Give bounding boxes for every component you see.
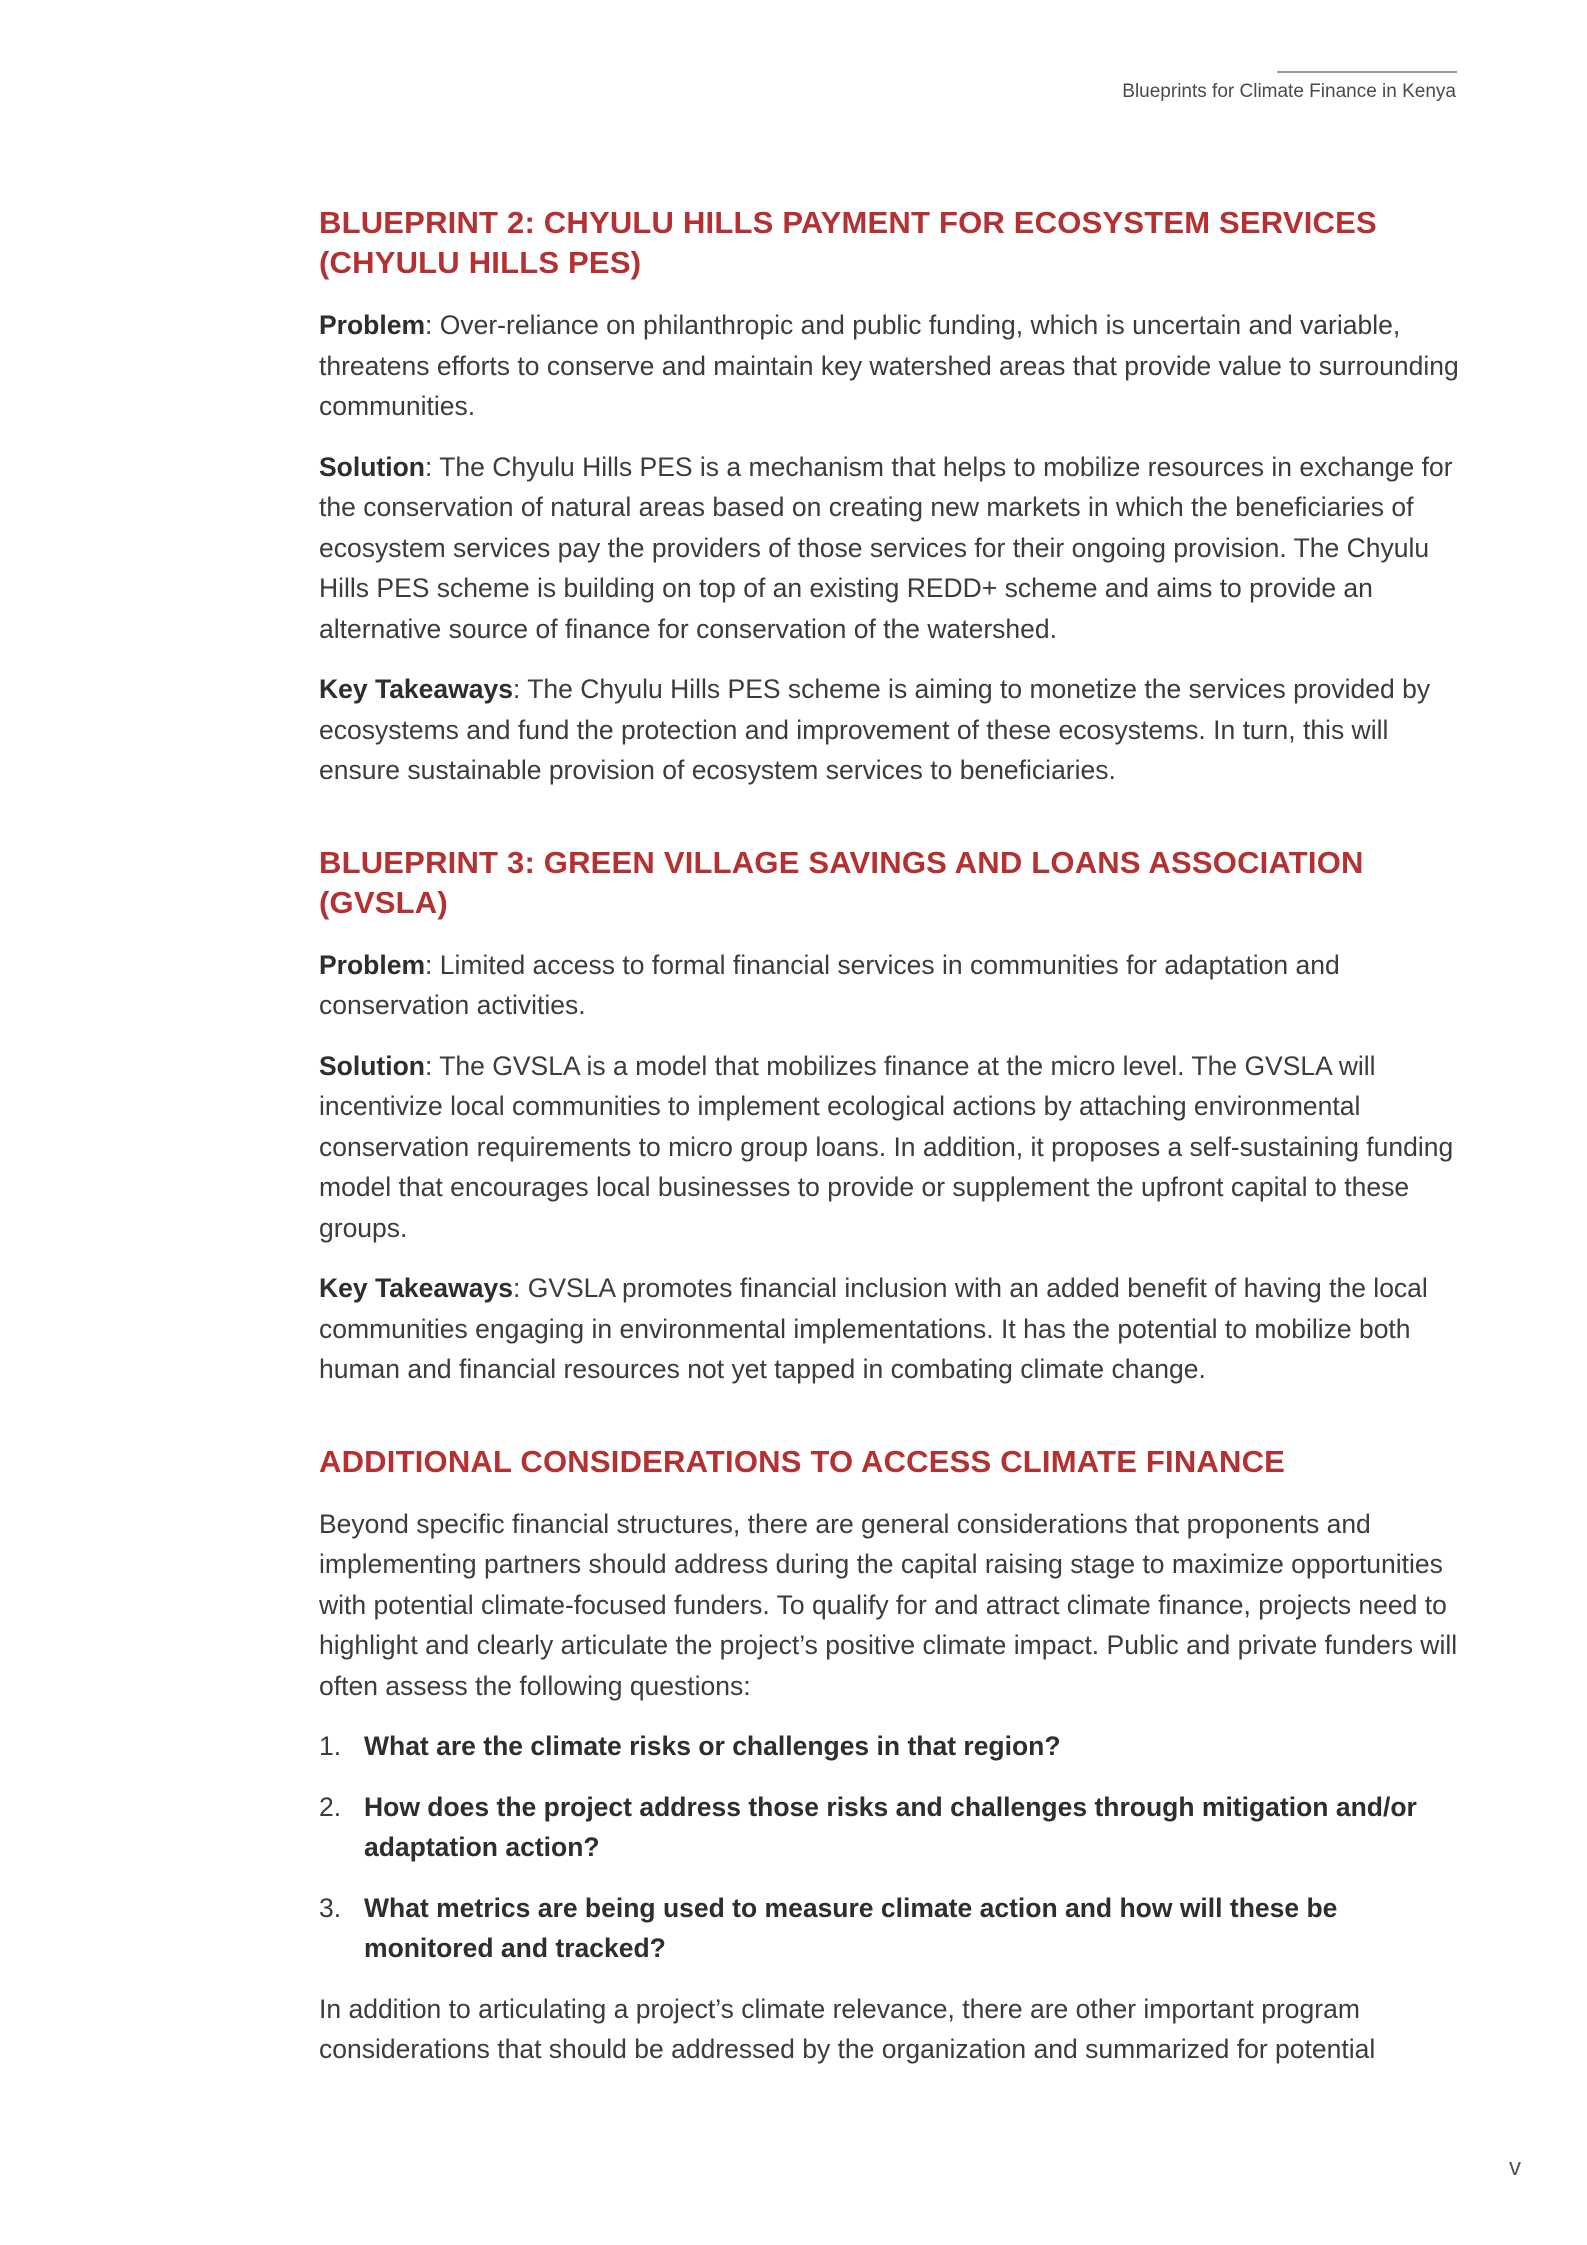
list-number: 2.: [319, 1791, 342, 1822]
paragraph-problem: [319, 945, 1459, 1026]
list-item: [319, 1787, 1459, 1868]
section-additional-considerations: [319, 1442, 1459, 2070]
section-heading: ADDITIONAL CONSIDERATIONS TO ACCESS CLIMATE FINANCE: [319, 1443, 1286, 1479]
section-heading: BLUEPRINT 3: GREEN VILLAGE SAVINGS AND LOANS ASSOCIATION (GVSLA): [319, 844, 1364, 920]
paragraph-text: : The Chyulu Hills PES scheme is aiming to monetize the services provided by ecosystems and fund the protection and improvement of these ecosystems. In turn, this will ensure sustainable provision of ecosystem services to beneficiaries.: [319, 674, 1431, 785]
page-content: [319, 203, 1459, 2122]
list-text: What metrics are being used to measure climate action and how will these be monitored and tracked?: [364, 1892, 1338, 1963]
section-heading: BLUEPRINT 2: CHYULU HILLS PAYMENT FOR ECOSYSTEM SERVICES (CHYULU HILLS PES): [319, 205, 1377, 280]
section-blueprint-2: [319, 203, 1459, 791]
paragraph-key-takeaways: [319, 669, 1459, 791]
paragraph-lead: Problem: [319, 310, 426, 340]
paragraph-lead: Problem: [319, 949, 426, 980]
paragraph-text: : Over-reliance on philanthropic and public funding, which is uncertain and variable, threatens efforts to conserve and maintain key watershed areas that provide value to surrounding communities.: [319, 310, 1459, 421]
paragraph-text: : Limited access to formal financial services in communities for adaptation and conservation activities.: [319, 949, 1340, 1020]
paragraph-lead: Key Takeaways: [319, 1273, 513, 1303]
paragraph-text: : The Chyulu Hills PES is a mechanism that helps to mobilize resources in exchange for the conservation of natural areas based on creating new markets in which the beneficiaries of ecosystem services pay the providers of those services for their ongoing provision. The Chyulu Hills PES scheme is building on top of an existing REDD+ scheme and aims to provide an alternative source of finance for conservation of the watershed.: [319, 451, 1453, 644]
question-list: [319, 1726, 1459, 1969]
section-blueprint-3: [319, 843, 1459, 1390]
list-item: [319, 1888, 1459, 1969]
paragraph-lead: Solution: [319, 1050, 425, 1081]
paragraph-text: : The GVSLA is a model that mobilizes finance at the micro level. The GVSLA will incentivize local communities to implement ecological actions by attaching environmental conservation requirements to micro group loans. In addition, it proposes a self-sustaining funding model that encourages local businesses to provide or supplement the upfront capital to these groups.: [319, 1050, 1454, 1243]
paragraph-key-takeaways: [319, 1268, 1459, 1390]
list-number: 1.: [319, 1731, 342, 1761]
paragraph-text: : GVSLA promotes financial inclusion with an added benefit of having the local communities engaging in environmental implementations. It has the potential to mobilize both human and financial resources not yet tapped in combating climate change.: [319, 1273, 1428, 1384]
paragraph-intro: Beyond specific financial structures, there are general considerations that proponents and implementing partners should address during the capital raising stage to maximize opportunities with potential climate-focused funders. To qualify for and attract climate finance, projects need to highlight and clearly articulate the project’s positive climate impact. Public and private funders will often assess the following questions:: [319, 1508, 1458, 1701]
header-rule: [1277, 71, 1457, 73]
list-text: What are the climate risks or challenges in that region?: [364, 1731, 1061, 1761]
page-number: v: [1509, 2154, 1521, 2181]
paragraph-problem: [319, 305, 1459, 427]
list-text: How does the project address those risks and challenges through mitigation and/or adaptation action?: [364, 1791, 1417, 1862]
paragraph-lead: Solution: [319, 451, 425, 482]
list-item: [319, 1726, 1459, 1767]
list-number: 3.: [319, 1892, 342, 1923]
paragraph-solution: [319, 447, 1459, 650]
paragraph-closing: In addition to articulating a project’s climate relevance, there are other important program considerations that should be addressed by the organization and summarized for potential: [319, 1993, 1376, 2064]
running-header: Blueprints for Climate Finance in Kenya: [1122, 81, 1456, 102]
paragraph-solution: [319, 1046, 1459, 1249]
paragraph-lead: Key Takeaways: [319, 674, 513, 704]
